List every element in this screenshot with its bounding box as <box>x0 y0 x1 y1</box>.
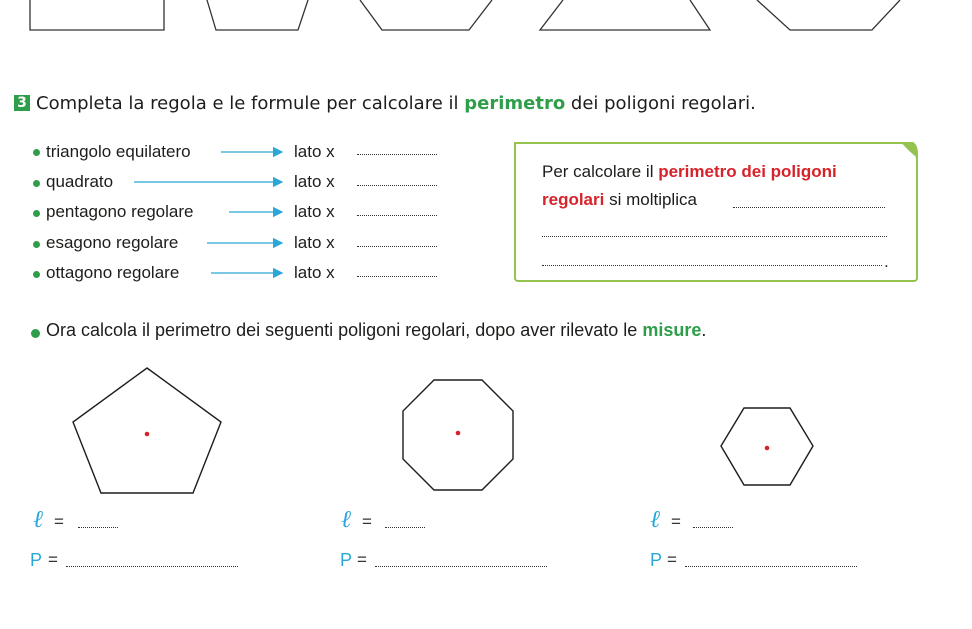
perimeter-blank-1[interactable] <box>66 566 238 567</box>
top-shape-trapezoid <box>207 0 308 30</box>
rule-polygon-3: pentagono regolare <box>46 202 194 221</box>
top-shape-octagon <box>757 0 900 30</box>
perimeter-blank-2[interactable] <box>375 566 547 567</box>
rule-formula-3: lato x <box>294 202 335 221</box>
instruction-before: Ora calcola il perimetro dei seguenti poligoni regolari, dopo aver rilevato le <box>46 320 643 340</box>
hexagon-center-dot <box>765 446 770 451</box>
rule-box-corner <box>901 142 921 162</box>
perimeter-symbol-2: P <box>340 550 353 570</box>
exercise-title <box>14 93 756 114</box>
rule-polygon-2: quadrato <box>46 172 114 191</box>
exercise-number: 3 <box>14 95 30 111</box>
box-end-mark: . <box>884 252 889 271</box>
top-shape-hexagon <box>360 0 492 30</box>
top-shape-square <box>30 0 164 30</box>
box-blank-3[interactable] <box>542 265 882 266</box>
box-line2-after: si moltiplica <box>604 190 697 209</box>
instruction-after: . <box>701 320 707 340</box>
instruction-bullet <box>31 329 40 338</box>
figure-octagon <box>395 372 525 502</box>
top-shapes <box>0 0 972 40</box>
rule-blank-5[interactable] <box>357 276 437 277</box>
figure-pentagon <box>60 360 240 500</box>
perimeter-blank-3[interactable] <box>685 566 857 567</box>
rule-polygon-5: ottagono regolare <box>46 263 180 282</box>
rule-polygon-1: triangolo equilatero <box>46 142 191 161</box>
side-symbol-2: ℓ <box>341 505 351 533</box>
side-symbol-3: ℓ <box>650 505 660 533</box>
box-line1-highlight: perimetro dei poligoni <box>658 162 837 181</box>
side-equals-3: = <box>671 512 681 531</box>
side-equals-2: = <box>362 512 372 531</box>
figure-hexagon <box>713 400 823 500</box>
side-blank-2[interactable] <box>385 527 425 528</box>
box-blank-1[interactable] <box>733 207 885 208</box>
perimeter-equals-2: = <box>357 550 367 569</box>
rule-formula-4: lato x <box>294 233 335 252</box>
side-blank-1[interactable] <box>78 527 118 528</box>
rule-formula-5: lato x <box>294 263 335 282</box>
perimeter-equals-3: = <box>667 550 677 569</box>
top-shape-triangle <box>540 0 710 30</box>
rule-blank-2[interactable] <box>357 185 437 186</box>
rule-polygon-4: esagono regolare <box>46 233 179 252</box>
side-equals-1: = <box>54 512 64 531</box>
title-after: dei poligoni regolari. <box>565 93 756 114</box>
perimeter-symbol-3: P <box>650 550 663 570</box>
pentagon-center-dot <box>145 432 150 437</box>
rule-blank-3[interactable] <box>357 215 437 216</box>
box-line2-highlight: regolari <box>542 190 605 209</box>
side-symbol-1: ℓ <box>33 505 43 533</box>
perimeter-symbol-1: P <box>30 550 43 570</box>
side-blank-3[interactable] <box>693 527 733 528</box>
title-before: Completa la regola e le formule per calcolare il <box>36 93 465 114</box>
instruction-highlight: misure <box>642 320 702 340</box>
rule-formula-2: lato x <box>294 172 335 191</box>
instruction <box>46 320 706 341</box>
rule-blank-1[interactable] <box>357 154 437 155</box>
rule-formula-1: lato x <box>294 142 335 161</box>
box-line1-before: Per calcolare il <box>542 162 659 181</box>
rule-arrows <box>0 140 300 290</box>
title-highlight: perimetro <box>464 93 566 114</box>
perimeter-equals-1: = <box>48 550 58 569</box>
box-blank-2[interactable] <box>542 236 887 237</box>
rule-blank-4[interactable] <box>357 246 437 247</box>
octagon-center-dot <box>456 431 461 436</box>
